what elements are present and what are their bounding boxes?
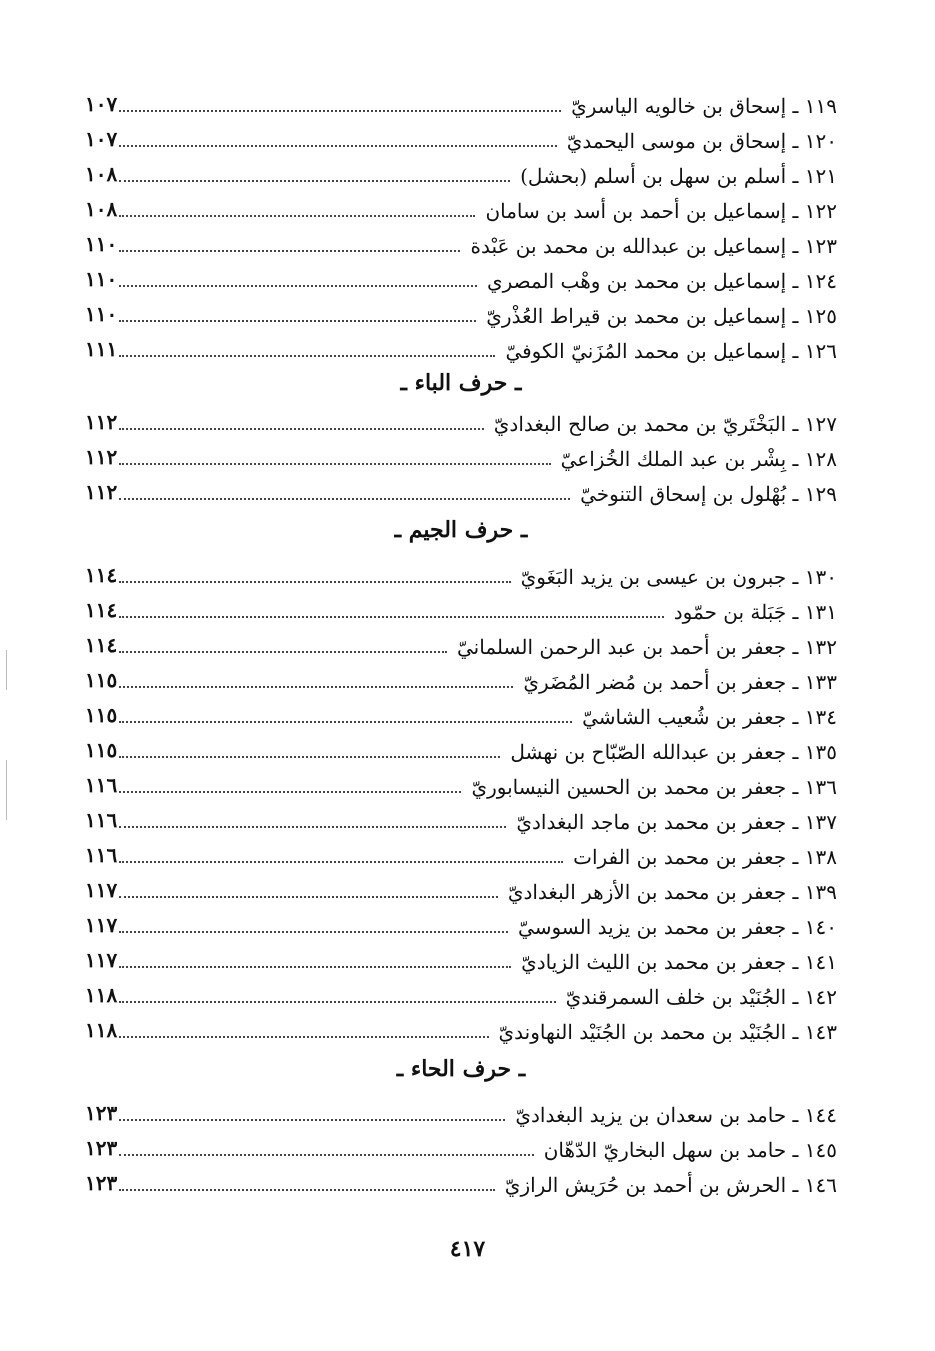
entry-page-number: ١٢٣ [85,1136,118,1160]
entry-separator: ـ [786,705,805,729]
section-heading-ha: ـ حرف الحاء ـ [396,1056,526,1082]
scan-margin-mark [6,760,7,820]
entry-title [488,411,837,437]
entry-title [515,949,837,975]
entry-name: جعفر بن عبدالله الصّبّاح بن نهشل [510,740,787,764]
entry-name: إسماعيل بن محمد بن قيراط العُذْريّ [486,304,787,328]
dot-leader [119,250,460,252]
entry-page-number: ١١٦ [85,808,118,832]
index-entry [85,695,837,730]
entry-separator: ـ [786,199,805,223]
entry-title [451,634,837,660]
dot-leader [119,896,498,898]
entry-name: جعفر بن أحمد بن مُضر المُضَريّ [523,670,787,694]
index-group-ha [85,1093,837,1198]
entry-title [499,1172,837,1198]
entry-page-number: ١١٦ [85,843,118,867]
entry-title [538,1137,837,1163]
dot-leader [119,285,477,287]
entry-number: ١٣١ [804,600,837,624]
dot-leader [119,1119,505,1121]
entry-title [560,984,837,1010]
entry-separator: ـ [786,339,805,363]
entry-list [85,1093,837,1198]
index-entry [85,1093,837,1128]
dot-leader [119,826,506,828]
entry-title [481,268,837,294]
dot-leader [119,861,563,863]
entry-page-number: ١١٠ [85,232,118,256]
entry-name: إسحاق بن موسى اليحمديّ [566,129,787,153]
entry-name: إسماعيل بن محمد المُزَنيّ الكوفيّ [505,339,787,363]
entry-list [85,555,837,1045]
entry-number: ١٣٣ [804,670,837,694]
section-heading-ba: ـ حرف الباء ـ [400,370,522,396]
entry-name: جعفر بن محمد بن ماجد البغداديّ [516,810,787,834]
entry-name: الجُنَيْد بن محمد بن الجُنَيْد النهاونديّ [498,1020,787,1044]
entry-title [479,198,837,224]
dot-leader [119,686,513,688]
dot-leader [119,355,495,357]
entry-number: ١١٩ [804,94,837,118]
entry-separator: ـ [786,670,805,694]
entry-number: ١٤٣ [804,1020,837,1044]
entry-page-number: ١١٤ [85,563,118,587]
dot-leader [119,428,484,430]
entry-separator: ـ [786,635,805,659]
entry-name: بِشْر بن عبد الملك الخُزاعيّ [560,447,787,471]
index-entry [85,870,837,905]
entry-separator: ـ [786,915,805,939]
entry-page-number: ١٠٧ [85,127,118,151]
dot-leader [119,1001,556,1003]
index-entry [85,1010,837,1045]
entry-number: ١٣٨ [804,845,837,869]
entry-number: ١٢١ [804,164,837,188]
entry-name: البَخْتَريّ بن محمد بن صالح البغداديّ [493,412,787,436]
entry-page-number: ١١٦ [85,773,118,797]
entry-separator: ـ [786,234,805,258]
entry-separator: ـ [786,740,805,764]
index-entry [85,154,837,189]
index-entry [85,1163,837,1198]
entry-name: جعفر بن محمد بن الحسين النيسابوريّ [471,775,787,799]
index-entry [85,975,837,1010]
dot-leader [119,215,475,217]
index-entry [85,437,837,472]
entry-separator: ـ [786,775,805,799]
index-entry [85,329,837,364]
dot-leader [119,463,551,465]
dot-leader [119,110,561,112]
index-entry [85,835,837,870]
dot-leader [119,498,570,500]
entry-page-number: ١١٤ [85,598,118,622]
entry-title [565,93,837,119]
entry-name: جعفر بن محمد بن الفرات [573,845,787,869]
entry-page-number: ١١٥ [85,738,118,762]
entry-page-number: ١١٧ [85,878,118,902]
entry-name: الحرش بن أحمد بن حُرَيش الرازيّ [504,1173,787,1197]
dot-leader [119,145,557,147]
entry-number: ١٣٧ [804,810,837,834]
entry-page-number: ١١٥ [85,703,118,727]
dot-leader [119,581,511,583]
entry-title [517,669,837,695]
entry-separator: ـ [786,1173,805,1197]
index-entry [85,555,837,590]
index-entry [85,119,837,154]
entry-number: ١٤٦ [804,1173,837,1197]
entry-list [85,84,837,364]
entry-page-number: ١٠٧ [85,92,118,116]
entry-number: ١٣٦ [804,775,837,799]
entry-name: حامد بن سعدان بن يزيد البغداديّ [515,1103,787,1127]
dot-leader [119,966,511,968]
entry-page-number: ١٢٣ [85,1101,118,1125]
scan-margin-mark [6,650,7,690]
index-entry [85,590,837,625]
entry-number: ١٢٧ [804,412,837,436]
entry-number: ١٤٥ [804,1138,837,1162]
entry-page-number: ١١١ [85,337,118,361]
entry-page-number: ١١٤ [85,633,118,657]
entry-page-number: ١٠٨ [85,197,118,221]
entry-title [504,739,837,765]
entry-separator: ـ [786,482,805,506]
entry-title [567,844,837,870]
entry-title [465,774,837,800]
entry-separator: ـ [786,1020,805,1044]
entry-separator: ـ [786,1103,805,1127]
entry-page-number: ١١٢ [85,480,118,504]
index-entry [85,905,837,940]
entry-page-number: ١١٢ [85,410,118,434]
index-entry [85,294,837,329]
section-heading-jim: ـ حرف الجيم ـ [394,517,528,543]
entry-list [85,402,837,507]
index-entry [85,660,837,695]
entry-page-number: ١١٥ [85,668,118,692]
entry-separator: ـ [786,985,805,1009]
entry-number: ١٢٠ [804,129,837,153]
dot-leader [119,1036,489,1038]
dot-leader [119,616,664,618]
dot-leader [119,651,447,653]
entry-name: إسماعيل بن أحمد بن أسد بن سامان [485,199,787,223]
entry-separator: ـ [786,600,805,624]
entry-page-number: ١٠٨ [85,162,118,186]
entry-separator: ـ [786,880,805,904]
index-entry [85,1128,837,1163]
entry-page-number: ١٢٣ [85,1171,118,1195]
index-entry [85,730,837,765]
page-number: ٤١٧ [449,1236,486,1262]
entry-page-number: ١١٧ [85,913,118,937]
entry-page-number: ١١٠ [85,302,118,326]
index-group-jim [85,555,837,1045]
index-entry [85,625,837,660]
entry-number: ١٢٨ [804,447,837,471]
index-group-ba [85,402,837,507]
entry-title [561,128,837,154]
entry-number: ١٣٤ [804,705,837,729]
entry-separator: ـ [786,94,805,118]
entry-number: ١٣٢ [804,635,837,659]
dot-leader [119,320,476,322]
index-entry [85,402,837,437]
entry-page-number: ١١٧ [85,948,118,972]
entry-separator: ـ [786,950,805,974]
entry-number: ١٤٢ [804,985,837,1009]
entry-name: جبرون بن عيسى بن يزيد البَغَويّ [520,565,787,589]
entry-separator: ـ [786,269,805,293]
index-group-alif [85,84,837,364]
entry-title [555,446,837,472]
entry-number: ١٢٥ [804,304,837,328]
entry-name: بُهْلول بن إسحاق التنوخيّ [580,482,787,506]
entry-number: ١٤١ [804,950,837,974]
dot-leader [119,756,500,758]
index-entry [85,765,837,800]
dot-leader [119,180,510,182]
entry-name: إسحاق بن خالويه الياسريّ [571,94,787,118]
dot-leader [119,791,461,793]
entry-title [493,1019,838,1045]
dot-leader [119,931,508,933]
entry-separator: ـ [786,845,805,869]
index-entry [85,472,837,507]
entry-separator: ـ [786,1138,805,1162]
entry-separator: ـ [786,129,805,153]
entry-name: جَبَلة بن حمّود [673,600,787,624]
entry-name: جعفر بن محمد بن الليث الزياديّ [521,950,787,974]
entry-number: ١٣٠ [804,565,837,589]
entry-name: حامد بن سهل البخاريّ الدّهّان [543,1138,787,1162]
entry-number: ١٢٩ [804,482,837,506]
entry-title [574,481,837,507]
entry-number: ١٢٤ [804,269,837,293]
entry-number: ١٤٠ [804,915,837,939]
entry-number: ١٣٩ [804,880,837,904]
index-entry [85,940,837,975]
entry-separator: ـ [786,810,805,834]
entry-page-number: ١١٢ [85,445,118,469]
index-entry [85,224,837,259]
entry-name: إسماعيل بن عبدالله بن محمد بن عَبْدة [470,234,787,258]
entry-title [668,599,837,625]
entry-title [499,338,837,364]
entry-number: ١٣٥ [804,740,837,764]
entry-separator: ـ [786,164,805,188]
entry-title [480,303,837,329]
entry-title [514,163,837,189]
dot-leader [119,1189,495,1191]
entry-title [576,704,837,730]
entry-page-number: ١١٨ [85,1018,118,1042]
entry-title [502,879,837,905]
entry-number: ١٢٦ [804,339,837,363]
entry-name: إسماعيل بن محمد بن وهْب المصري [486,269,787,293]
index-entry [85,84,837,119]
entry-number: ١٤٤ [804,1103,837,1127]
entry-number: ١٢٢ [804,199,837,223]
entry-name: جعفر بن محمد بن الأزهر البغداديّ [507,880,787,904]
entry-page-number: ١١٨ [85,983,118,1007]
entry-title [510,809,837,835]
entry-number: ١٢٣ [804,234,837,258]
entry-separator: ـ [786,565,805,589]
index-entry [85,189,837,224]
entry-separator: ـ [786,304,805,328]
entry-title [512,914,837,940]
entry-name: أسلم بن سهل بن أسلم (بحشل) [520,164,787,188]
entry-title [515,564,837,590]
entry-separator: ـ [786,447,805,471]
entry-name: جعفر بن محمد بن يزيد السوسيّ [518,915,787,939]
entry-title [509,1102,837,1128]
entry-title [464,233,837,259]
dot-leader [119,721,572,723]
entry-name: جعفر بن أحمد بن عبد الرحمن السلمانيّ [457,635,787,659]
entry-name: الجُنَيْد بن خلف السمرقنديّ [565,985,787,1009]
entry-page-number: ١١٠ [85,267,118,291]
dot-leader [119,1154,534,1156]
entry-separator: ـ [786,412,805,436]
entry-name: جعفر بن شُعيب الشاشيّ [582,705,787,729]
index-entry [85,259,837,294]
index-entry [85,800,837,835]
